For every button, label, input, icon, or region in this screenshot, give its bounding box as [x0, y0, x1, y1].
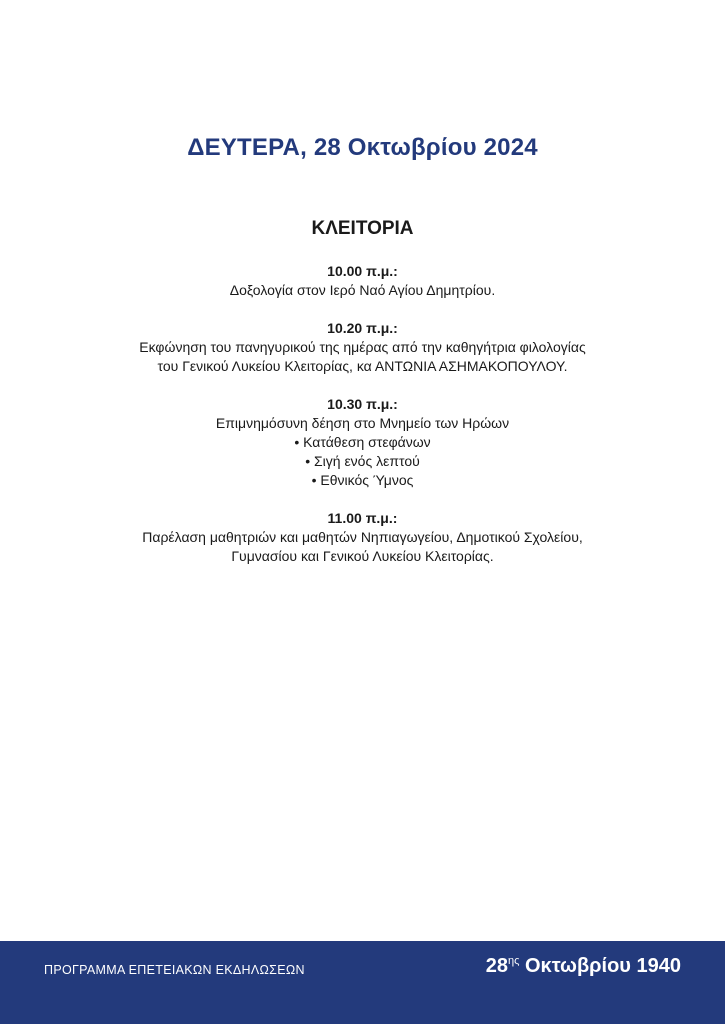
event-1100 — [0, 509, 725, 566]
footer-program-label: ΠΡΟΓΡΑΜΜΑ ΕΠΕΤΕΙΑΚΩΝ ΕΚΔΗΛΩΣΕΩΝ — [44, 963, 305, 977]
event-1020 — [0, 319, 725, 376]
event-time: 10.00 π.μ.: — [327, 263, 398, 279]
footer-month-year: Οκτωβρίου 1940 — [519, 955, 681, 977]
event-1030 — [0, 395, 725, 490]
event-time: 10.30 π.μ.: — [327, 396, 398, 412]
footer-anniversary — [486, 955, 681, 978]
footer-ordinal: ης — [508, 955, 520, 967]
event-time: 11.00 π.μ.: — [327, 510, 398, 526]
event-time: 10.20 π.μ.: — [327, 320, 398, 336]
event-description: Επιμνημόσυνη δέηση στο Μνημείο των Ηρώων — [215, 415, 510, 431]
bullet-item — [0, 452, 725, 471]
footer-bar — [0, 941, 725, 1024]
event-description: Παρέλαση μαθητριών και μαθητών Νηπιαγωγείου, Δημοτικού Σχολείου, — [142, 529, 583, 545]
bullet-text: Εθνικός Ύμνος — [320, 472, 414, 488]
page-title: ΔΕΥΤΕΡΑ, 28 Οκτωβρίου 2024 — [187, 134, 538, 161]
event-description: του Γενικού Λυκείου Κλειτορίας, κα ΑΝΤΩΝΙΑ ΑΣΗΜΑΚΟΠΟΥΛΟΥ. — [157, 358, 568, 374]
event-description: Γυμνασίου και Γενικού Λυκείου Κλειτορίας. — [231, 548, 494, 564]
bullet-text: Σιγή ενός λεπτού — [314, 453, 420, 469]
footer-day: 28 — [485, 955, 508, 977]
event-1000 — [0, 262, 725, 300]
section-title: ΚΛΕΙΤΟΡΙΑ — [311, 218, 414, 239]
bullet-item — [0, 433, 725, 452]
schedule — [0, 262, 725, 585]
event-description: Εκφώνηση του πανηγυρικού της ημέρας από την καθηγήτρια φιλολογίας — [139, 339, 586, 355]
event-description: Δοξολογία στον Ιερό Ναό Αγίου Δημητρίου. — [229, 282, 496, 298]
bullet-item — [0, 471, 725, 490]
bullet-text: Κατάθεση στεφάνων — [303, 434, 431, 450]
